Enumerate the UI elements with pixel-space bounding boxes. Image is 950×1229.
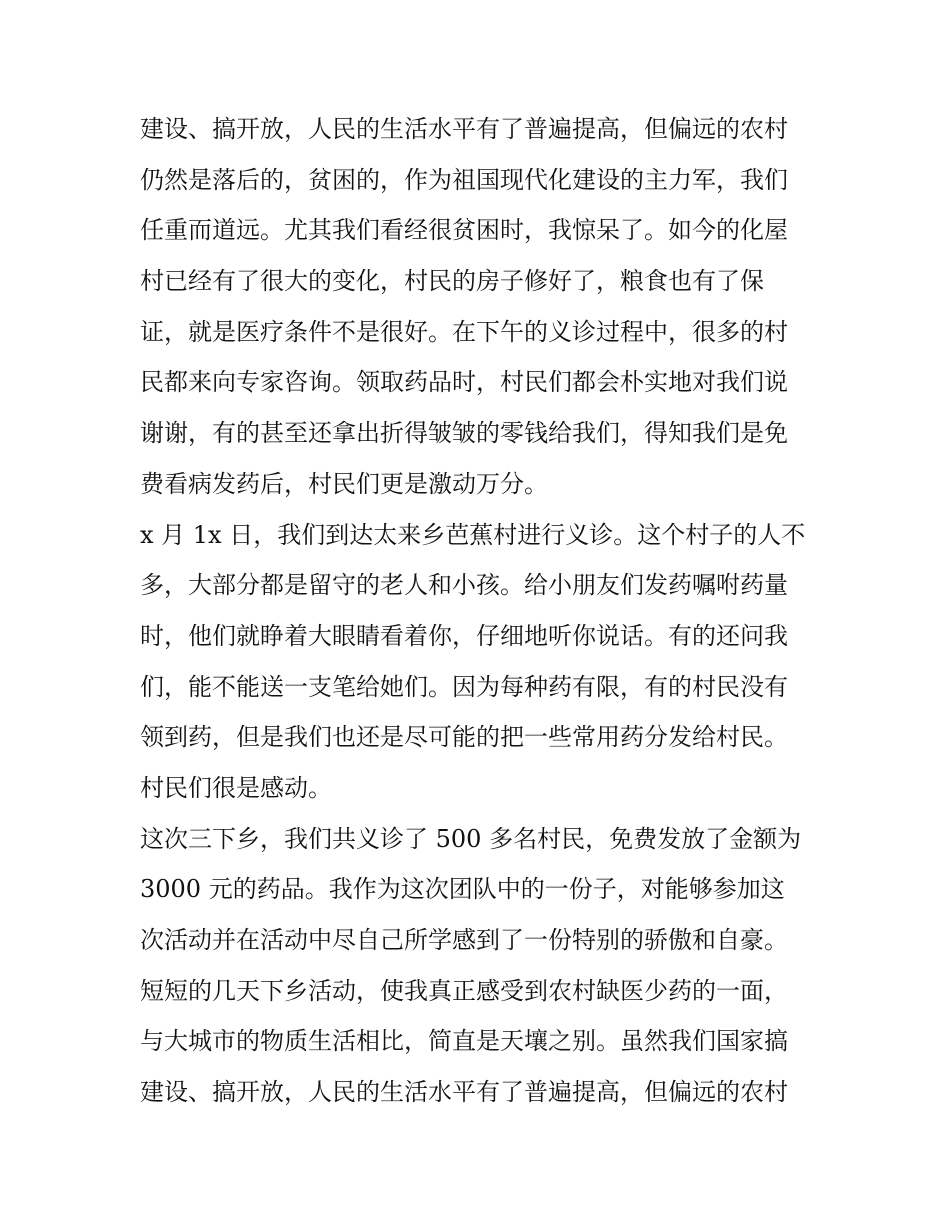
text-line: 谢谢，有的甚至还拿出折得皱皱的零钱给我们，得知我们是免 <box>140 419 788 448</box>
text-line: 这次三下乡，我们共义诊了 500 多名村民，免费发放了金额为 <box>140 824 802 853</box>
text-line: 建设、搞开放，人民的生活水平有了普遍提高，但偏远的农村 <box>140 115 788 143</box>
text-line: 证，就是医疗条件不是很好。在下午的义诊过程中，很多的村 <box>140 317 788 346</box>
text-line: 任重而道远。尤其我们看经很贫困时，我惊呆了。如今的化屋 <box>140 216 788 245</box>
text-line: 民都来向专家咨询。领取药品时，村民们都会朴实地对我们说 <box>140 368 788 397</box>
text-line: 领到药，但是我们也还是尽可能的把一些常用药分发给村民。 <box>140 723 788 752</box>
text-line: 短短的几天下乡活动，使我真正感受到农村缺医少药的一面， <box>140 976 788 1005</box>
text-line: 建设、搞开放，人民的生活水平有了普遍提高，但偏远的农村 <box>140 1078 788 1107</box>
text-line: 村民们很是感动。 <box>140 773 332 802</box>
text-line: 村已经有了很大的变化，村民的房子修好了，粮食也有了保 <box>140 267 764 296</box>
text-line: 3000 元的药品。我作为这次团队中的一份子，对能够参加这 <box>140 875 785 904</box>
text-line: 仍然是落后的，贫困的，作为祖国现代化建设的主力军，我们 <box>140 165 788 194</box>
body-text <box>140 104 820 1118</box>
text-line: 多，大部分都是留守的老人和小孩。给小朋友们发药嘱咐药量 <box>140 571 788 600</box>
text-line: x 月 1x 日，我们到达太来乡芭蕉村进行义诊。这个村子的人不 <box>140 520 806 549</box>
text-line: 次活动并在活动中尽自己所学感到了一份特别的骄傲和自豪。 <box>140 926 788 954</box>
text-line: 费看病发药后，村民们更是激动万分。 <box>140 469 548 498</box>
text-line: 与大城市的物质生活相比，简直是天壤之别。虽然我们国家搞 <box>140 1027 788 1056</box>
text-line: 时，他们就睁着大眼睛看着你，仔细地听你说话。有的还问我 <box>140 621 788 650</box>
text-line: 们，能不能送一支笔给她们。因为每种药有限，有的村民没有 <box>140 672 788 701</box>
